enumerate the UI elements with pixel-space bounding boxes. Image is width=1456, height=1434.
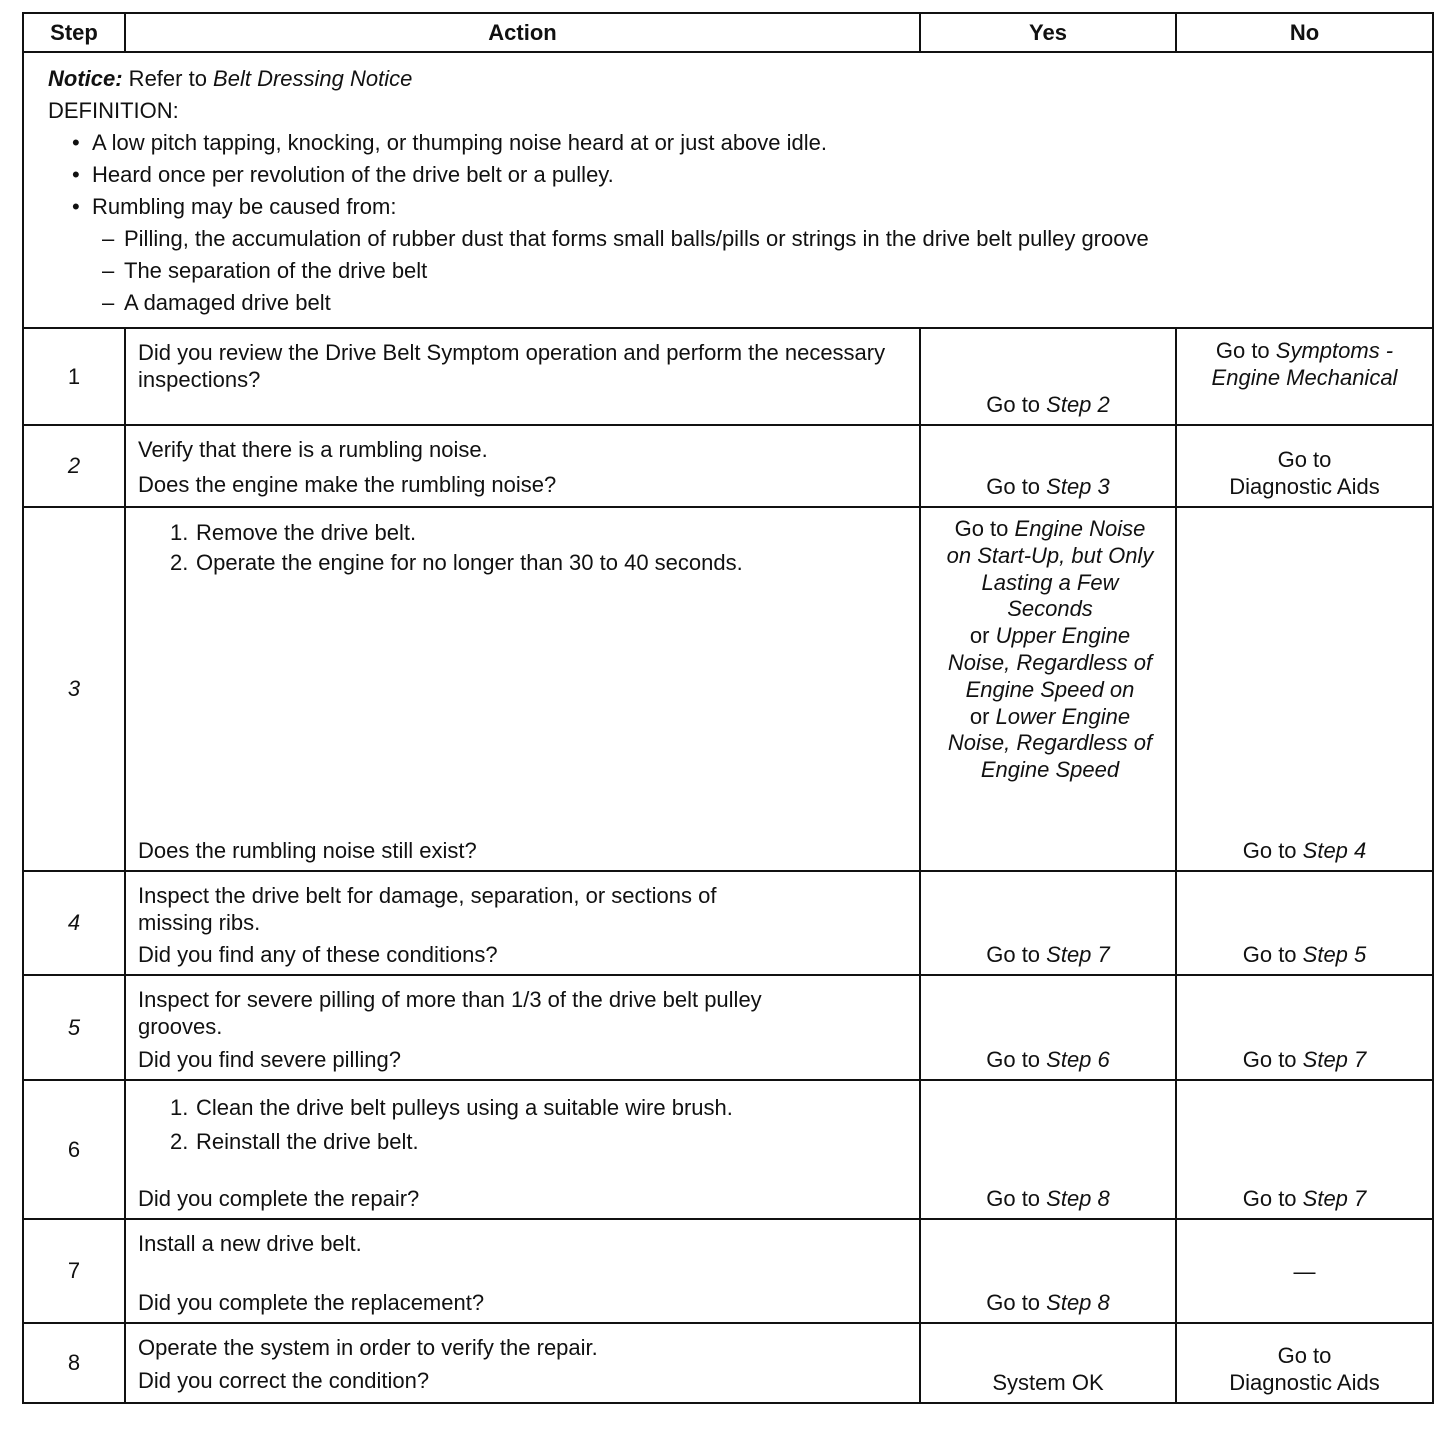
action-text: Inspect the drive belt for damage, separation, or sections of missing ribs. (138, 883, 717, 935)
yes-prefix: Go to (986, 1047, 1047, 1072)
action-text: Operate the system in order to verify the repair. (138, 1335, 598, 1360)
definition-bullet: • A low pitch tapping, knocking, or thumping noise heard at or just above idle. (68, 127, 1410, 159)
yes-cell (920, 1323, 1176, 1403)
step-number: 3 (23, 507, 125, 871)
action-step: Clean the drive belt pulleys using a suitable wire brush. (196, 1095, 733, 1120)
no-prefix: Go to (1242, 1186, 1303, 1211)
notice-row (23, 52, 1433, 328)
definition-bullet: • Heard once per revolution of the drive belt or a pulley. (68, 159, 1410, 191)
yes-link[interactable]: Upper Engine Noise, Regardless of Engine Speed on (947, 623, 1153, 702)
header-step: Step (23, 13, 125, 52)
step-row (23, 328, 1433, 425)
yes-link[interactable]: Step 3 (1046, 474, 1110, 499)
no-cell (1176, 1080, 1433, 1219)
step-number: 4 (23, 871, 125, 975)
notice-label: Notice: (48, 66, 123, 91)
action-step: Reinstall the drive belt. (196, 1129, 419, 1154)
diagnostic-table (22, 12, 1434, 1404)
action-cell (125, 1219, 920, 1323)
step-number: 7 (23, 1219, 125, 1323)
yes-cell (920, 328, 1176, 425)
action-cell (125, 871, 920, 975)
yes-prefix: Go to (986, 1186, 1047, 1211)
action-question: Did you find any of these conditions? (138, 942, 498, 967)
no-prefix: Go to (1242, 942, 1303, 967)
action-step: Remove the drive belt. (196, 520, 417, 545)
action-question: Does the rumbling noise still exist? (138, 838, 477, 863)
yes-prefix: Go to (986, 474, 1047, 499)
step-row (23, 507, 1433, 871)
step-number: 1 (23, 328, 125, 425)
action-text: Inspect for severe pilling of more than 1/3 of the drive belt pulley grooves. (138, 987, 762, 1039)
no-prefix: Go to (1242, 838, 1303, 863)
yes-prefix: Go to (986, 392, 1047, 417)
definition-bullet-text: Rumbling may be caused from: (92, 194, 397, 219)
no-cell (1176, 871, 1433, 975)
yes-or: or (969, 623, 996, 649)
definition-list (48, 127, 1410, 319)
action-question: Does the engine make the rumbling noise? (138, 472, 557, 497)
no-prefix: Go to (1215, 338, 1276, 363)
yes-cell (920, 507, 1176, 871)
step-number: 8 (23, 1323, 125, 1403)
yes-prefix: Go to (986, 942, 1047, 967)
no-cell (1176, 507, 1433, 871)
yes-link[interactable]: Step 2 (1046, 392, 1110, 417)
definition-label: DEFINITION: (48, 98, 179, 123)
action-cell (125, 1323, 920, 1403)
cause-item: – A damaged drive belt (102, 287, 1410, 319)
definition-bullet (68, 191, 1410, 319)
action-text: Did you review the Drive Belt Symptom operation and perform the necessary inspections? (138, 340, 886, 392)
yes-link[interactable]: Step 8 (1046, 1290, 1110, 1315)
yes-prefix: Go to (954, 516, 1015, 541)
action-text: Install a new drive belt. (138, 1231, 362, 1256)
step-row (23, 1323, 1433, 1403)
step-number: 2 (23, 425, 125, 507)
no-link[interactable]: Diagnostic Aids (1229, 474, 1380, 499)
yes-link[interactable]: Step 6 (1046, 1047, 1110, 1072)
step-row (23, 1219, 1433, 1323)
yes-link[interactable]: Engine Noise on Start-Up, but Only Lasting a Few Seconds (946, 516, 1154, 622)
no-link[interactable]: Step 5 (1302, 942, 1367, 967)
no-cell (1176, 425, 1433, 507)
step-number: 6 (23, 1080, 125, 1219)
action-cell (125, 328, 920, 425)
step-row (23, 871, 1433, 975)
action-text: Verify that there is a rumbling noise. (138, 437, 488, 462)
yes-cell (920, 871, 1176, 975)
no-link[interactable]: Step 7 (1302, 1186, 1367, 1211)
cause-list (92, 223, 1410, 319)
no-cell (1176, 1323, 1433, 1403)
header-row (23, 13, 1433, 52)
action-cell (125, 1080, 920, 1219)
action-step: Operate the engine for no longer than 30 to 40 seconds. (196, 550, 743, 575)
cause-item: – Pilling, the accumulation of rubber dust that forms small balls/pills or strings in the drive belt pulley groove (102, 223, 1410, 255)
action-steps (138, 1091, 907, 1159)
notice-cell (23, 52, 1433, 328)
yes-cell (920, 1080, 1176, 1219)
no-link[interactable]: Step 4 (1302, 838, 1367, 863)
notice-text: Refer to (122, 66, 214, 91)
no-link[interactable]: Symptoms - Engine Mechanical (1211, 338, 1398, 390)
step-row (23, 975, 1433, 1080)
yes-link[interactable]: Lower Engine Noise, Regardless of Engine Speed (947, 703, 1153, 783)
yes-cell (920, 425, 1176, 507)
notice-link[interactable]: Belt Dressing Notice (213, 66, 413, 91)
yes-prefix: Go to (986, 1290, 1047, 1315)
cause-item: – The separation of the drive belt (102, 255, 1410, 287)
action-question: Did you complete the replacement? (138, 1290, 485, 1315)
step-row (23, 425, 1433, 507)
no-cell (1176, 975, 1433, 1080)
yes-link[interactable]: Step 8 (1046, 1186, 1110, 1211)
action-question: Did you correct the condition? (138, 1368, 430, 1393)
action-question: Did you complete the repair? (138, 1186, 420, 1211)
step-row (23, 1080, 1433, 1219)
no-link[interactable]: Diagnostic Aids (1229, 1370, 1380, 1395)
no-prefix: Go to (1277, 447, 1332, 472)
header-action: Action (125, 13, 920, 52)
action-cell (125, 425, 920, 507)
no-dash: — (1293, 1258, 1316, 1284)
action-steps (138, 518, 907, 578)
yes-result: System OK (992, 1370, 1104, 1395)
yes-or: or (969, 703, 996, 729)
no-prefix: Go to (1277, 1343, 1332, 1368)
yes-cell (920, 975, 1176, 1080)
no-link[interactable]: Step 7 (1302, 1047, 1367, 1072)
notice-line (48, 63, 1410, 95)
action-cell (125, 975, 920, 1080)
no-prefix: Go to (1242, 1047, 1303, 1072)
yes-link[interactable]: Step 7 (1046, 942, 1110, 967)
no-cell (1176, 328, 1433, 425)
yes-cell (920, 1219, 1176, 1323)
action-cell (125, 507, 920, 871)
action-question: Did you find severe pilling? (138, 1047, 401, 1072)
step-number: 5 (23, 975, 125, 1080)
header-yes: Yes (920, 13, 1176, 52)
no-cell (1176, 1219, 1433, 1323)
header-no: No (1176, 13, 1433, 52)
